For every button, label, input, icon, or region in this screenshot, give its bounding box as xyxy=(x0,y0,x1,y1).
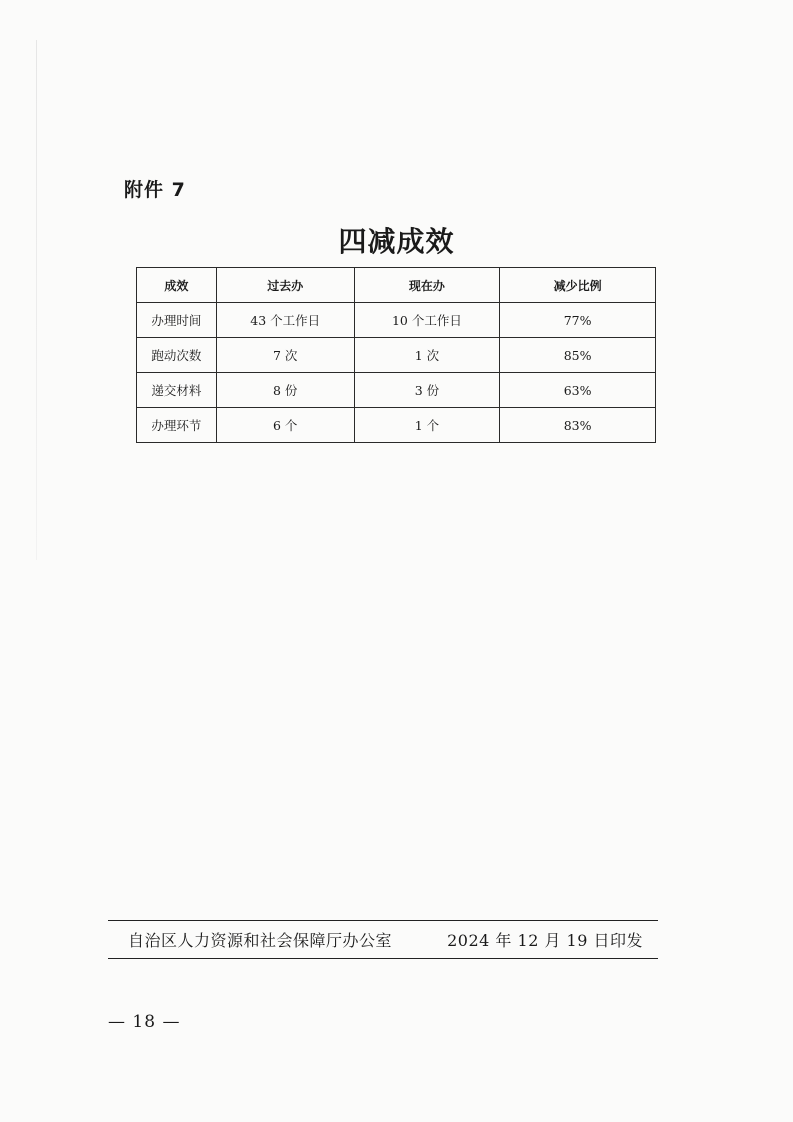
column-header: 现在办 xyxy=(354,268,500,303)
results-table xyxy=(136,267,656,443)
table-cell: 85% xyxy=(500,338,656,373)
table-cell: 43 个工作日 xyxy=(216,303,354,338)
table-cell: 83% xyxy=(500,408,656,443)
table-cell: 8 份 xyxy=(216,373,354,408)
row-label: 递交材料 xyxy=(137,373,217,408)
table-cell: 6 个 xyxy=(216,408,354,443)
table-row xyxy=(137,373,656,408)
table-cell: 10 个工作日 xyxy=(354,303,500,338)
footer-top-rule xyxy=(108,920,658,921)
page-number: — 18 — xyxy=(108,1012,181,1032)
attachment-label: 附件 7 xyxy=(124,179,186,201)
column-header: 过去办 xyxy=(216,268,354,303)
row-label: 办理时间 xyxy=(137,303,217,338)
table-cell: 1 个 xyxy=(354,408,500,443)
table-cell: 7 次 xyxy=(216,338,354,373)
column-header: 减少比例 xyxy=(500,268,656,303)
table-cell: 3 份 xyxy=(354,373,500,408)
table-cell: 63% xyxy=(500,373,656,408)
print-date: 2024 年 12 月 19 日印发 xyxy=(447,931,643,950)
footer-bottom-rule xyxy=(108,958,658,959)
issuer-name: 自治区人力资源和社会保障厅办公室 xyxy=(128,931,393,950)
document-title: 四减成效 xyxy=(338,225,455,258)
table-row xyxy=(137,408,656,443)
row-label: 办理环节 xyxy=(137,408,217,443)
table-header-row xyxy=(137,268,656,303)
row-label: 跑动次数 xyxy=(137,338,217,373)
table-row xyxy=(137,303,656,338)
table-cell: 1 次 xyxy=(354,338,500,373)
table-cell: 77% xyxy=(500,303,656,338)
column-header: 成效 xyxy=(137,268,217,303)
table-row xyxy=(137,338,656,373)
scan-shadow-line xyxy=(36,40,37,560)
